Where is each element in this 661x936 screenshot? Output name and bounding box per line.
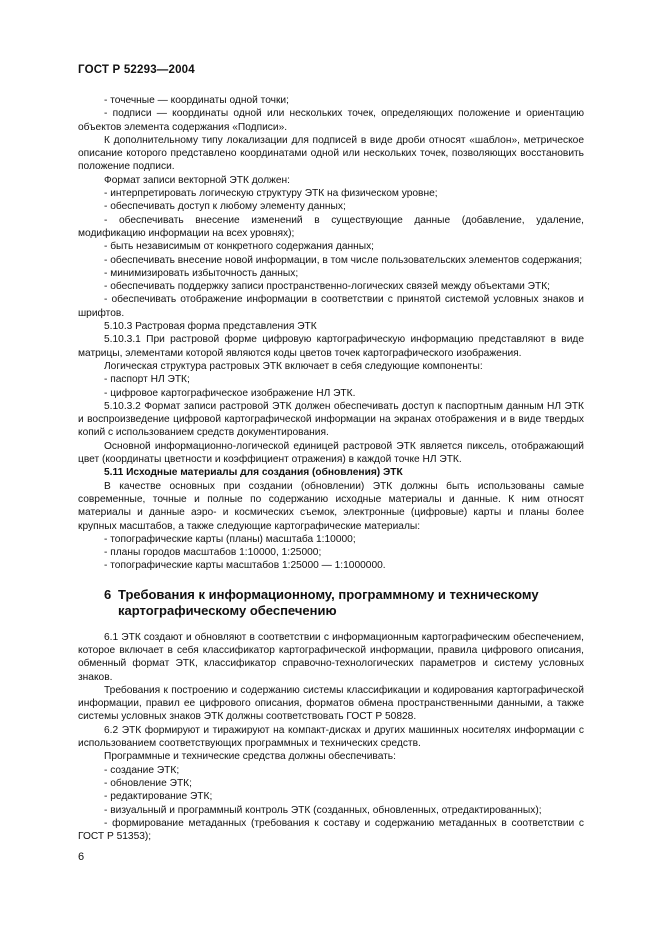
paragraph: - планы городов масштабов 1:10000, 1:25000; [104, 547, 322, 559]
paragraph: - обеспечивать отображение информации в соответствии с принятой системой условных знаков и шрифтов. [78, 294, 584, 319]
paragraph-group-a [78, 94, 584, 466]
paragraph-group-c [78, 631, 584, 844]
paragraph: - быть независимым от конкретного содержания данных; [104, 241, 375, 253]
paragraph: Программные и технические средства должны обеспечивать: [104, 751, 396, 763]
section-number: 6 [104, 586, 112, 602]
paragraph: - обеспечивать доступ к любому элементу данных; [104, 201, 346, 213]
paragraph: - цифровое картографическое изображение НЛ ЭТК. [104, 387, 356, 399]
paragraph: - топографические карты (планы) масштаба 1:10000; [104, 533, 356, 545]
paragraph: В качестве основных при создании (обновлении) ЭТК должны быть использованы самые современные, точные и полные по содержанию исходные материалы и данные. К ним относят материалы и данные аэро- и космических съемок, электронные (цифровые) карты и планы более крупных масштабов, а также следующие картографические материалы: [78, 480, 584, 532]
paragraph: - минимизировать избыточность данных; [104, 267, 299, 279]
paragraph: - интерпретировать логическую структуру ЭТК на физическом уровне; [104, 188, 438, 200]
paragraph: Требования к построению и содержанию системы классификации и кодирования картографической информации, правил ее цифрового описания, форматов обмена пространственными данными, а также системы условных знаков ЭТК должны соответствовать ГОСТ Р 50828. [78, 684, 584, 723]
document-header: ГОСТ Р 52293—2004 [78, 64, 195, 76]
page-body [78, 94, 584, 843]
paragraph: К дополнительному типу локализации для подписей в виде дроби относят «шаблон», метрическое описание которого представлено координатами одной или нескольких точек, позволяющих восстановить положение подписи. [78, 134, 584, 173]
paragraph: - обеспечивать внесение изменений в существующие данные (добавление, удаление, модификацию информации на всех уровнях); [78, 214, 584, 239]
paragraph: - обеспечивать поддержку записи пространственно-логических связей между объектами ЭТК; [104, 281, 550, 293]
section-title-line-2: картографическому обеспечению [118, 602, 337, 618]
paragraph: Логическая структура растровых ЭТК включает в себя следующие компоненты: [104, 360, 483, 372]
paragraph: - топографические карты масштабов 1:25000 — 1:1000000. [104, 560, 386, 572]
paragraph: Формат записи векторной ЭТК должен: [104, 174, 290, 186]
section-6-heading [78, 587, 584, 619]
subsection-heading-5-11: 5.11 Исходные материалы для создания (обновления) ЭТК [104, 467, 403, 479]
paragraph: - обновление ЭТК; [104, 777, 192, 789]
paragraph: 5.10.3.2 Формат записи растровой ЭТК должен обеспечивать доступ к паспортным данным НЛ ЭТК и воспроизведение цифровой картографической информации на экранах отображения и в виде твердых копий с использованием средств документирования. [78, 400, 584, 439]
paragraph: - точечные — координаты одной точки; [104, 95, 289, 106]
paragraph: - формирование метаданных (требования к составу и содержанию метаданных в соответствии с ГОСТ Р 51353); [78, 817, 584, 843]
paragraph: 6.2 ЭТК формируют и тиражируют на компакт-дисках и других машинных носителях информации с использованием соответствующих программных и технических средств. [78, 724, 584, 750]
paragraph: - редактирование ЭТК; [104, 791, 213, 803]
page-number: 6 [78, 851, 85, 863]
paragraph: - создание ЭТК; [104, 764, 180, 776]
subsection-title: 5.10.3 Растровая форма представления ЭТК [104, 321, 317, 333]
paragraph: - обеспечивать внесение новой информации, в том числе пользовательских элементов содержания; [104, 254, 583, 266]
paragraph: - подписи — координаты одной или нескольких точек, определяющих положение и ориентацию объектов элемента содержания «Подписи». [78, 108, 584, 133]
paragraph: 5.10.3.1 При растровой форме цифровую картографическую информацию представляют в виде матрицы, элементами которой являются коды цветов точек картографического изображения. [78, 334, 584, 359]
section-title-line-1: Требования к информационному, программному и техническому [118, 586, 539, 602]
paragraph: 6.1 ЭТК создают и обновляют в соответствии с информационным картографическим обеспечением, которое включает в себя классификатор картографической информации, правила цифрового описания, обменный формат ЭТК, классификатор справочно-технологических параметров и систему условных знаков. [78, 631, 584, 683]
paragraph-group-b [78, 480, 584, 573]
paragraph: - визуальный и программный контроль ЭТК (созданных, обновленных, отредактированных); [104, 804, 542, 816]
paragraph: Основной информационно-логической единицей растровой ЭТК является пиксель, отображающий цвет (координаты цветности и коэффициент отражения) в каждой точке НЛ ЭТК. [78, 440, 584, 466]
paragraph: - паспорт НЛ ЭТК; [104, 374, 190, 386]
